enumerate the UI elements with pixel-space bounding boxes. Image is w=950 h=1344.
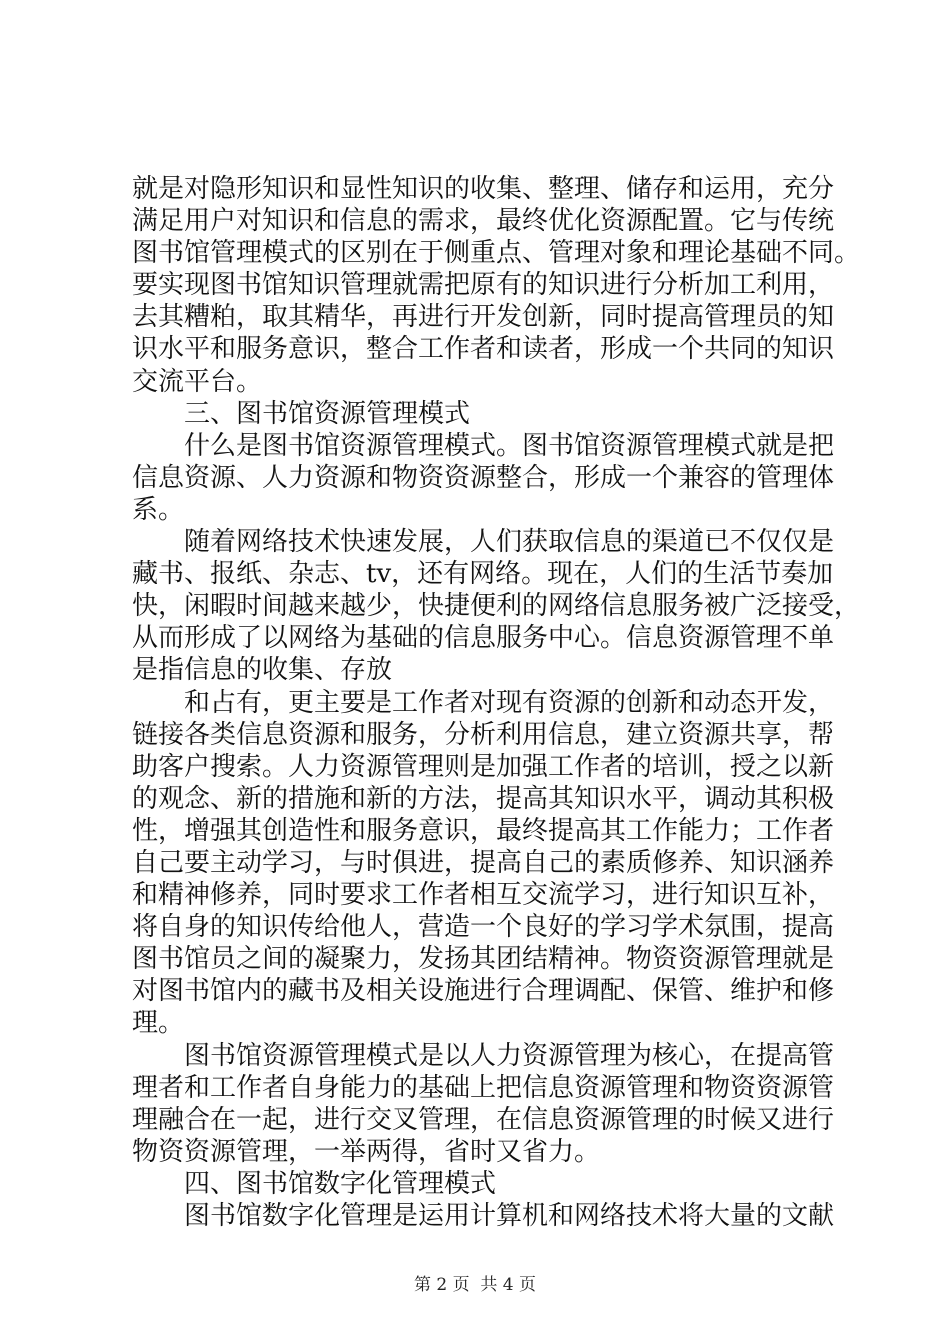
text-line: 物资资源管理，一举两得，省时又省力。 xyxy=(132,1136,601,1167)
text-line: 是指信息的收集、存放 xyxy=(132,655,393,686)
text-line: 的观念、新的措施和新的方法，提高其知识水平，调动其积极 xyxy=(132,783,835,814)
text-line: 随着网络技术快速发展，人们获取信息的渠道已不仅仅是 xyxy=(184,527,835,558)
text-line: 图书馆资源管理模式是以人力资源管理为核心，在提高管 xyxy=(184,1040,835,1071)
text-line: 满足用户对知识和信息的需求，最终优化资源配置。它与传统 xyxy=(132,206,835,237)
text-line: 自己要主动学习，与时俱进，提高自己的素质修养、知识涵养 xyxy=(132,847,835,878)
text-line: 和精神修养，同时要求工作者相互交流学习，进行知识互补， xyxy=(132,880,835,911)
text-line: 识水平和服务意识，整合工作者和读者，形成一个共同的知识 xyxy=(132,334,835,365)
text-line: 对图书馆内的藏书及相关设施进行合理调配、保管、维护和修 xyxy=(132,976,835,1007)
text-line: 快，闲暇时间越来越少，快捷便利的网络信息服务被广泛接受， xyxy=(132,591,861,622)
body-text xyxy=(132,173,861,1232)
section-heading: 四、图书馆数字化管理模式 xyxy=(184,1168,497,1199)
text-line: 和占有，更主要是工作者对现有资源的创新和动态开发， xyxy=(184,687,835,718)
text-line: 交流平台。 xyxy=(132,366,263,397)
text-line: 系。 xyxy=(132,494,185,525)
text-line: 图书馆管理模式的区别在于侧重点、管理对象和理论基础不同。 xyxy=(132,238,861,269)
text-line: 链接各类信息资源和服务，分析利用信息，建立资源共享，帮 xyxy=(132,719,835,750)
text-line: 助客户搜索。人力资源管理则是加强工作者的培训，授之以新 xyxy=(132,751,835,782)
text-line: 从而形成了以网络为基础的信息服务中心。信息资源管理不单 xyxy=(132,623,835,654)
text-line: 性，增强其创造性和服务意识，最终提高其工作能力；工作者 xyxy=(132,815,835,846)
text-line: 藏书、报纸、杂志、tv，还有网络。现在，人们的生活节奏加 xyxy=(132,559,834,590)
text-line: 将自身的知识传给他人，营造一个良好的学习学术氛围，提高 xyxy=(132,912,835,943)
page-number-footer: 第 2 页 共 4 页 xyxy=(413,1275,537,1295)
text-line: 要实现图书馆知识管理就需把原有的知识进行分析加工利用， xyxy=(132,270,835,301)
text-line: 图书馆数字化管理是运用计算机和网络技术将大量的文献 xyxy=(184,1201,835,1231)
text-line: 什么是图书馆资源管理模式。图书馆资源管理模式就是把 xyxy=(184,430,835,461)
text-line: 理。 xyxy=(132,1008,185,1039)
text-line: 理融合在一起，进行交叉管理，在信息资源管理的时候又进行 xyxy=(132,1104,835,1135)
text-line: 图书馆员之间的凝聚力，发扬其团结精神。物资资源管理就是 xyxy=(132,944,835,975)
text-line: 信息资源、人力资源和物资资源整合，形成一个兼容的管理体 xyxy=(132,462,835,493)
section-heading: 三、图书馆资源管理模式 xyxy=(184,398,471,429)
text-line: 就是对隐形知识和显性知识的收集、整理、储存和运用，充分 xyxy=(132,174,835,204)
text-line: 理者和工作者自身能力的基础上把信息资源管理和物资资源管 xyxy=(132,1072,835,1103)
text-line: 去其糟粕，取其精华，再进行开发创新，同时提高管理员的知 xyxy=(132,302,835,333)
